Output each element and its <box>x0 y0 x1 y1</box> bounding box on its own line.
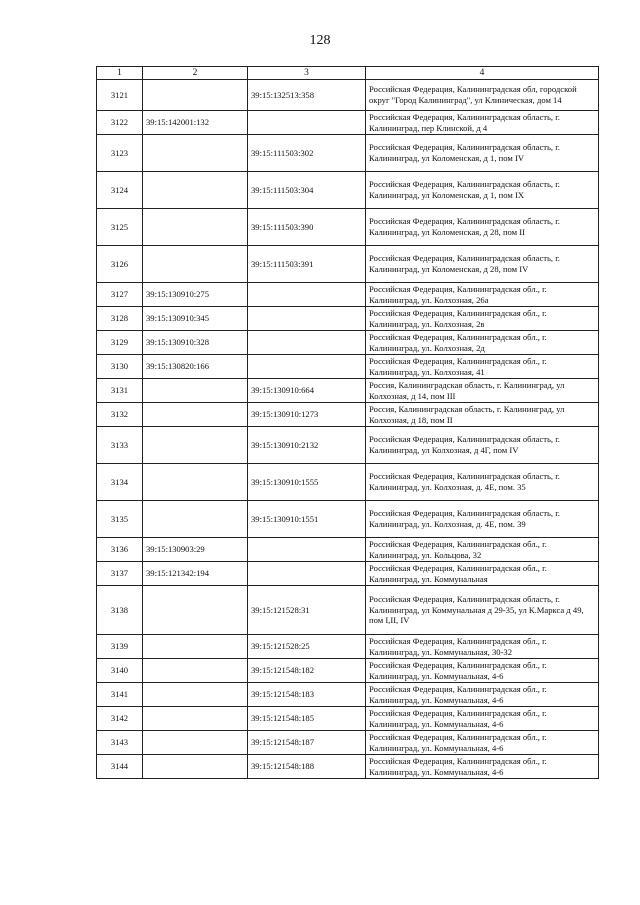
object-number-cell: 39:15:111503:391 <box>248 246 366 283</box>
object-number-cell: 39:15:111503:304 <box>248 172 366 209</box>
cadastral-number-cell <box>143 80 248 111</box>
address-cell: Российская Федерация, Калининградская область, г. Калининград, ул Коломенская, д 1, пом IV <box>366 135 599 172</box>
page-number: 128 <box>309 33 331 48</box>
row-number-cell: 3129 <box>97 331 143 355</box>
column-header-1: 1 <box>97 67 143 80</box>
table-row <box>97 635 599 659</box>
object-number-cell: 39:15:121548:183 <box>248 683 366 707</box>
table-row <box>97 172 599 209</box>
cadastral-number-cell <box>143 501 248 538</box>
row-number-cell: 3135 <box>97 501 143 538</box>
row-number-cell: 3143 <box>97 731 143 755</box>
cadastral-number-cell <box>143 172 248 209</box>
address-cell: Российская Федерация, Калининградская область, г. Калининград, ул. Колхозная, д. 4Е, пом. 35 <box>366 464 599 501</box>
object-number-cell <box>248 562 366 586</box>
address-cell: Российская Федерация, Калининградская область, г. Калининград, ул Коломенская, д 28, пом IV <box>366 246 599 283</box>
row-number-cell: 3138 <box>97 586 143 635</box>
row-number-cell: 3140 <box>97 659 143 683</box>
cadastral-number-cell <box>143 707 248 731</box>
address-cell: Российская Федерация, Калининградская область, г. Калининград, пер Клинской, д 4 <box>366 111 599 135</box>
object-number-cell: 39:15:121548:188 <box>248 755 366 779</box>
table-row <box>97 755 599 779</box>
object-number-cell <box>248 331 366 355</box>
address-cell: Российская Федерация, Калининградская область, г. Калининград, ул Коломенская, д 28, пом II <box>366 209 599 246</box>
row-number-cell: 3121 <box>97 80 143 111</box>
object-number-cell: 39:15:121528:25 <box>248 635 366 659</box>
table-row <box>97 135 599 172</box>
row-number-cell: 3128 <box>97 307 143 331</box>
object-number-cell <box>248 538 366 562</box>
cadastral-number-cell: 39:15:142001:132 <box>143 111 248 135</box>
cadastral-number-cell <box>143 427 248 464</box>
cadastral-number-cell: 39:15:130820:166 <box>143 355 248 379</box>
table-row <box>97 464 599 501</box>
object-number-cell <box>248 355 366 379</box>
table-row <box>97 501 599 538</box>
row-number-cell: 3134 <box>97 464 143 501</box>
row-number-cell: 3137 <box>97 562 143 586</box>
row-number-cell: 3122 <box>97 111 143 135</box>
object-number-cell: 39:15:130910:2132 <box>248 427 366 464</box>
row-number-cell: 3133 <box>97 427 143 464</box>
row-number-cell: 3141 <box>97 683 143 707</box>
object-number-cell <box>248 307 366 331</box>
address-cell: Российская Федерация, Калининградская обл., г. Калининград, ул. Коммунальная <box>366 562 599 586</box>
address-cell: Российская Федерация, Калининградская обл., г. Калининград, ул. Колхозная, 2в <box>366 307 599 331</box>
row-number-cell: 3139 <box>97 635 143 659</box>
table-row <box>97 307 599 331</box>
address-cell: Российская Федерация, Калининградская обл, городской округ "Город Калининград", ул Клиническая, дом 14 <box>366 80 599 111</box>
header-row <box>97 67 599 80</box>
cadastral-number-cell <box>143 379 248 403</box>
row-number-cell: 3126 <box>97 246 143 283</box>
table-row <box>97 562 599 586</box>
address-cell: Российская Федерация, Калининградская обл., г. Калининград, ул. Колхозная, 26а <box>366 283 599 307</box>
column-header-4: 4 <box>366 67 599 80</box>
cadastral-number-cell <box>143 403 248 427</box>
table-row <box>97 283 599 307</box>
table-row <box>97 209 599 246</box>
cadastral-number-cell <box>143 209 248 246</box>
object-number-cell: 39:15:130910:1551 <box>248 501 366 538</box>
column-header-3: 3 <box>248 67 366 80</box>
table-row <box>97 683 599 707</box>
address-cell: Российская Федерация, Калининградская область, г. Калининград, ул Коммунальная д 29-35, ул К.Маркса д 49, пом I,II, IV <box>366 586 599 635</box>
row-number-cell: 3136 <box>97 538 143 562</box>
cadastral-number-cell <box>143 135 248 172</box>
cadastral-number-cell <box>143 586 248 635</box>
object-number-cell: 39:15:121548:185 <box>248 707 366 731</box>
table-row <box>97 403 599 427</box>
row-number-cell: 3131 <box>97 379 143 403</box>
table-row <box>97 379 599 403</box>
object-number-cell <box>248 111 366 135</box>
row-number-cell: 3127 <box>97 283 143 307</box>
table-row <box>97 538 599 562</box>
object-number-cell: 39:15:121548:187 <box>248 731 366 755</box>
object-number-cell: 39:15:121548:182 <box>248 659 366 683</box>
object-number-cell: 39:15:111503:390 <box>248 209 366 246</box>
cadastral-number-cell <box>143 464 248 501</box>
column-header-2: 2 <box>143 67 248 80</box>
cadastral-number-cell <box>143 683 248 707</box>
cadastral-number-cell: 39:15:130910:345 <box>143 307 248 331</box>
table-row <box>97 355 599 379</box>
cadastral-number-cell: 39:15:121342:194 <box>143 562 248 586</box>
address-cell: Российская Федерация, Калининградская обл., г. Калининград, ул. Коммунальная, 4-6 <box>366 683 599 707</box>
cadastral-number-cell: 39:15:130910:275 <box>143 283 248 307</box>
table-row <box>97 80 599 111</box>
address-cell: Российская Федерация, Калининградская обл., г. Калининград, ул. Коммунальная, 4-6 <box>366 707 599 731</box>
address-cell: Российская Федерация, Калининградская обл., г. Калининград, ул. Колхозная, 41 <box>366 355 599 379</box>
row-number-cell: 3144 <box>97 755 143 779</box>
address-cell: Российская Федерация, Калининградская обл., г. Калининград, ул. Коммунальная, 4-6 <box>366 659 599 683</box>
row-number-cell: 3123 <box>97 135 143 172</box>
table-row <box>97 586 599 635</box>
object-number-cell <box>248 283 366 307</box>
table-row <box>97 731 599 755</box>
registry-table <box>96 66 599 779</box>
row-number-cell: 3124 <box>97 172 143 209</box>
table-row <box>97 707 599 731</box>
address-cell: Россия, Калининградская область, г. Калининград, ул Колхозная, д 18, пом II <box>366 403 599 427</box>
address-cell: Российская Федерация, Калининградская область, г. Калининград, ул. Колхозная, д. 4Е, пом. 39 <box>366 501 599 538</box>
cadastral-number-cell <box>143 246 248 283</box>
object-number-cell: 39:15:130910:1273 <box>248 403 366 427</box>
address-cell: Российская Федерация, Калининградская область, г. Калининград, ул Колхозная, д 4Г, пом IV <box>366 427 599 464</box>
table-row <box>97 659 599 683</box>
address-cell: Россия, Калининградская область, г. Калининград, ул Колхозная, д 14, пом III <box>366 379 599 403</box>
cadastral-number-cell <box>143 731 248 755</box>
row-number-cell: 3142 <box>97 707 143 731</box>
cadastral-number-cell: 39:15:130903:29 <box>143 538 248 562</box>
row-number-cell: 3125 <box>97 209 143 246</box>
table-row <box>97 427 599 464</box>
table-row <box>97 111 599 135</box>
address-cell: Российская Федерация, Калининградская обл., г. Калининград, ул. Коммунальная, 30-32 <box>366 635 599 659</box>
object-number-cell: 39:15:111503:302 <box>248 135 366 172</box>
object-number-cell: 39:15:130910:1555 <box>248 464 366 501</box>
row-number-cell: 3130 <box>97 355 143 379</box>
table-row <box>97 246 599 283</box>
table-row <box>97 331 599 355</box>
address-cell: Российская Федерация, Калининградская обл., г. Калининград, ул. Коммунальная, 4-6 <box>366 731 599 755</box>
object-number-cell: 39:15:130910:664 <box>248 379 366 403</box>
address-cell: Российская Федерация, Калининградская обл., г. Калининград, ул. Кольцова, 32 <box>366 538 599 562</box>
row-number-cell: 3132 <box>97 403 143 427</box>
object-number-cell: 39:15:132513:358 <box>248 80 366 111</box>
address-cell: Российская Федерация, Калининградская обл., г. Калининград, ул. Колхозная, 2д <box>366 331 599 355</box>
cadastral-number-cell <box>143 755 248 779</box>
cadastral-number-cell <box>143 635 248 659</box>
address-cell: Российская Федерация, Калининградская область, г. Калининград, ул Коломенская, д 1, пом IX <box>366 172 599 209</box>
cadastral-number-cell <box>143 659 248 683</box>
cadastral-number-cell: 39:15:130910:328 <box>143 331 248 355</box>
object-number-cell: 39:15:121528:31 <box>248 586 366 635</box>
address-cell: Российская Федерация, Калининградская обл., г. Калининград, ул. Коммунальная, 4-6 <box>366 755 599 779</box>
